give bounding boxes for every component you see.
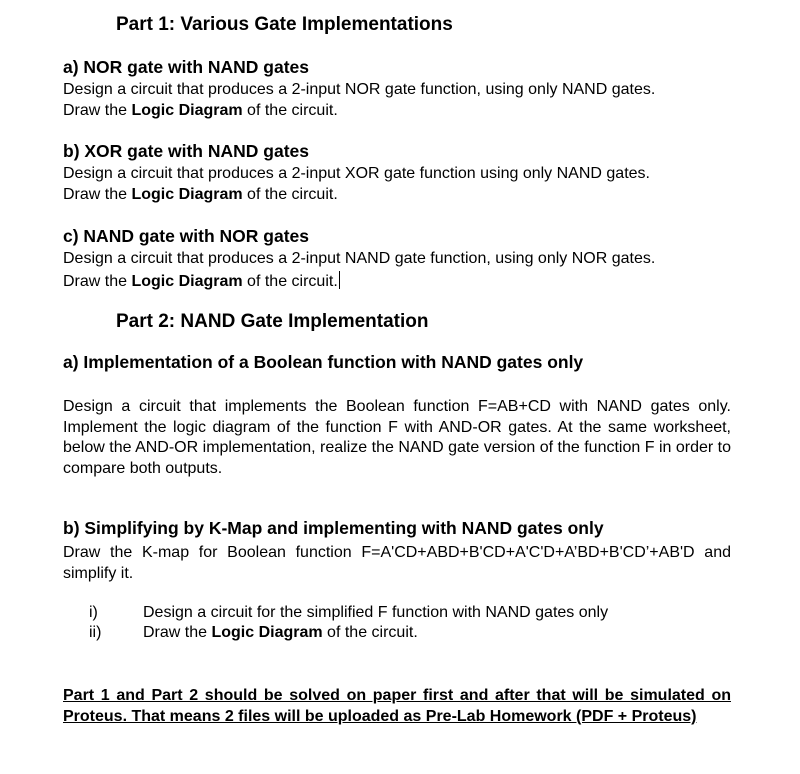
draw-prefix: Draw the: [63, 102, 132, 119]
draw-prefix: Draw the: [143, 624, 212, 641]
draw-prefix: Draw the: [63, 186, 132, 203]
part2-a-description: Design a circuit that implements the Boolean function F=AB+CD with NAND gates only. Implement the logic diagram of the function F with AND-OR gates. At the same worksheet, below the AND-OR implementation, realize the NAND gate version of the function F in order to compare both outputs.: [63, 398, 731, 477]
part1-a-title: a) NOR gate with NAND gates: [63, 57, 309, 77]
list-item-text: Design a circuit for the simplified F function with NAND gates only: [143, 604, 609, 621]
part1-a-description: Design a circuit that produces a 2-input NOR gate function, using only NAND gates.: [63, 81, 656, 98]
part1-b-draw-line: [63, 186, 338, 204]
logic-diagram-label: Logic Diagram: [131, 186, 243, 203]
list-item-marker: ii): [89, 624, 102, 641]
part1-c-description: Design a circuit that produces a 2-input NAND gate function, using only NOR gates.: [63, 250, 656, 267]
part1-b-title: b) XOR gate with NAND gates: [63, 141, 309, 161]
part2-b-description: Draw the K-map for Boolean function F=A'CD+ABD+B'CD+A'C'D+A’BD+B'CD’+AB'D and simplify it.: [63, 544, 731, 582]
list-item-marker: i): [89, 604, 98, 621]
text-cursor: [339, 271, 340, 289]
draw-suffix: of the circuit.: [242, 186, 338, 203]
part2-title: Part 2: NAND Gate Implementation: [116, 311, 429, 332]
part1-title: Part 1: Various Gate Implementations: [116, 14, 453, 35]
submission-note: Part 1 and Part 2 should be solved on paper first and after that will be simulated on Proteus. That means 2 files will be uploaded as Pre-Lab Homework (PDF + Proteus): [63, 687, 731, 725]
draw-prefix: Draw the: [63, 273, 132, 290]
part1-c-title: c) NAND gate with NOR gates: [63, 226, 309, 246]
part1-b-description: Design a circuit that produces a 2-input XOR gate function using only NAND gates.: [63, 165, 650, 182]
part2-a-title: a) Implementation of a Boolean function with NAND gates only: [63, 352, 584, 372]
part2-b-title: b) Simplifying by K-Map and implementing with NAND gates only: [63, 518, 604, 538]
part1-c-draw-line[interactable]: [63, 271, 340, 291]
part1-a-draw-line: [63, 102, 338, 120]
logic-diagram-label: Logic Diagram: [131, 102, 243, 119]
logic-diagram-label: Logic Diagram: [211, 624, 323, 641]
draw-suffix: of the circuit.: [322, 624, 418, 641]
list-item-text: [143, 624, 418, 642]
draw-suffix: of the circuit.: [242, 102, 338, 119]
draw-suffix: of the circuit.: [242, 273, 338, 290]
logic-diagram-label: Logic Diagram: [131, 273, 243, 290]
